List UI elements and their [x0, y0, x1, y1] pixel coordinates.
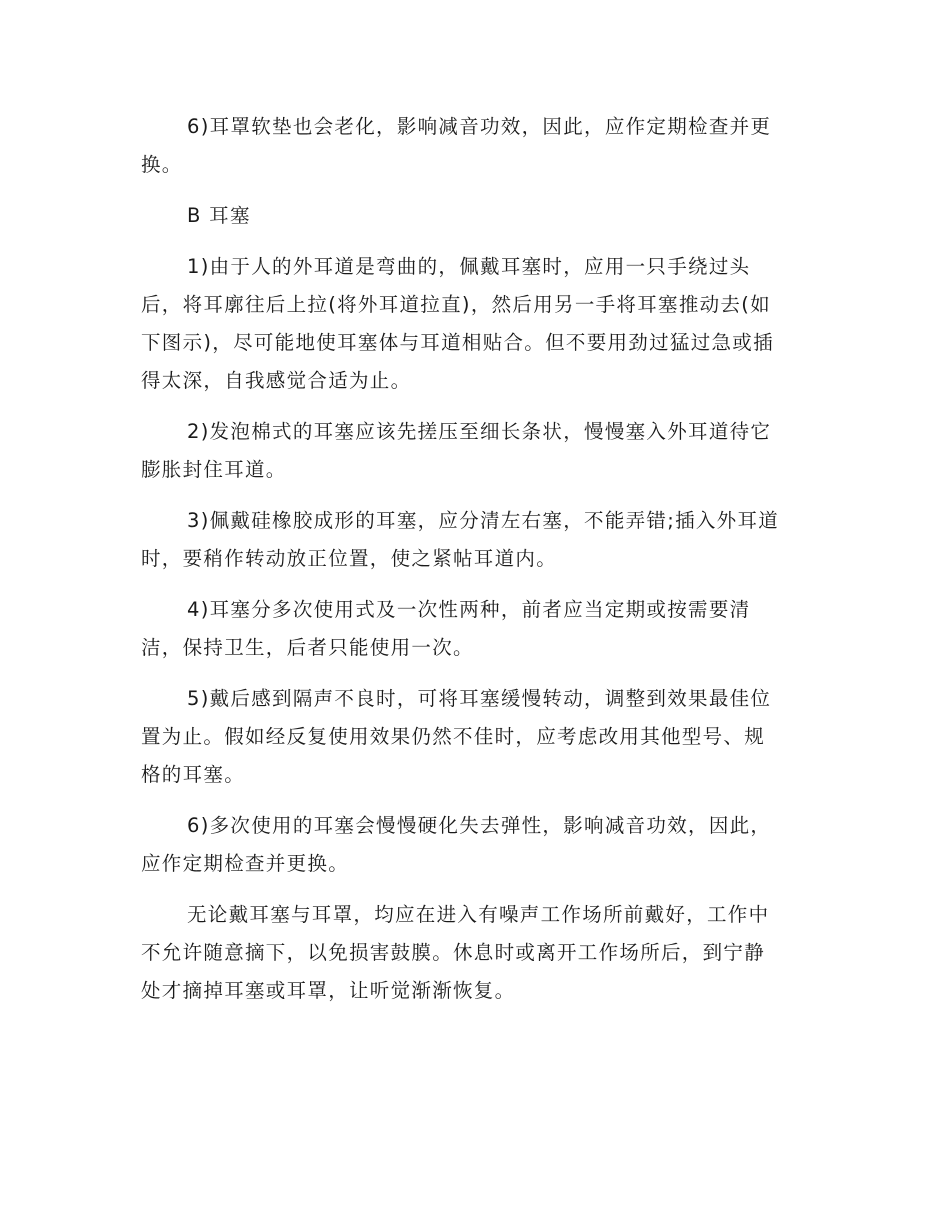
- paragraph-earplug-item-1: 1)由于人的外耳道是弯曲的，佩戴耳塞时，应用一只手绕过头 后，将耳廓往后上拉(将外耳道拉直)，然后用另一手将耳塞推动去(如 下图示)，尽可能地使耳塞体与耳道相贴合。但不要用劲过猛过急或插 得太深，自我感觉合适为止。: [141, 255, 774, 392]
- paragraph-earplug-item-2: 2)发泡棉式的耳塞应该先搓压至细长条状，慢慢塞入外耳道待它 膨胀封住耳道。: [141, 420, 772, 481]
- section-heading-earplugs: B 耳塞: [187, 204, 251, 227]
- paragraph-earplug-item-6: 6)多次使用的耳塞会慢慢硬化失去弹性，影响减音功效，因此， 应作定期检查并更换。: [141, 814, 772, 875]
- paragraph-earplug-item-5: 5)戴后感到隔声不良时，可将耳塞缓慢转动，调整到效果最佳位 置为止。假如经反复使用效果仍然不佳时，应考虑改用其他型号、规 格的耳塞。: [141, 687, 772, 786]
- paragraph-earplug-item-3: 3)佩戴硅橡胶成形的耳塞，应分清左右塞，不能弄错;插入外耳道 时，要稍作转动放正位置，使之紧帖耳道内。: [141, 509, 780, 570]
- paragraph-earmuff-item-6: 6)耳罩软垫也会老化，影响减音功效，因此，应作定期检查并更 换。: [141, 115, 772, 176]
- paragraph-earplug-item-4: 4)耳塞分多次使用式及一次性两种，前者应当定期或按需要清 洁，保持卫生，后者只能使用一次。: [141, 598, 751, 659]
- paragraph-summary: 无论戴耳塞与耳罩，均应在进入有噪声工作场所前戴好，工作中 不允许随意摘下，以免损害鼓膜。休息时或离开工作场所后，到宁静 处才摘掉耳塞或耳罩，让听觉渐渐恢复。: [141, 903, 770, 1002]
- document-body: [141, 108, 809, 1023]
